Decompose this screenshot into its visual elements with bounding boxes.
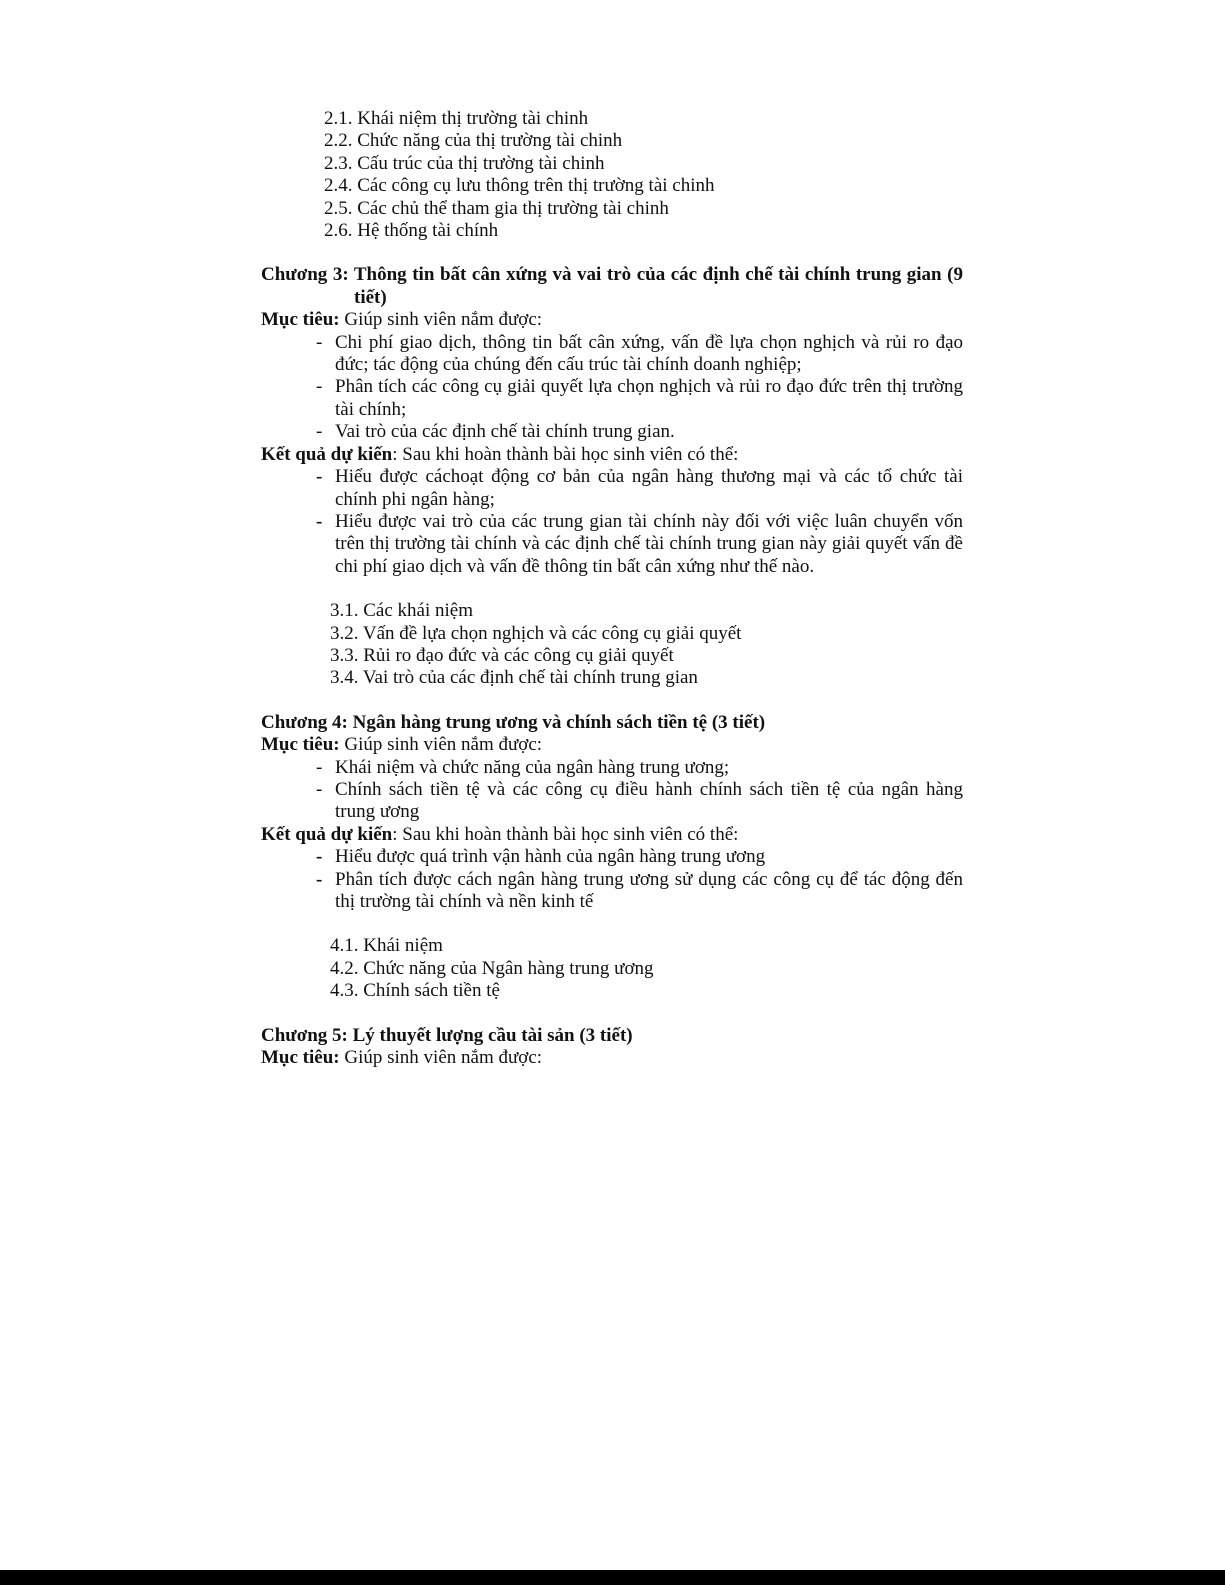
document-page [261, 108, 963, 1069]
outcomes-label: Kết quả dự kiến [261, 443, 393, 465]
outcome-item: - Phân tích được cách ngân hàng trung ương sử dụng các công cụ để tác động đến thị trường tài chính và nền kinh tế [335, 869, 963, 914]
outcomes-intro: : Sau khi hoàn thành bài học sinh viên có thể: [392, 823, 739, 845]
chapter3-title: Chương 3: Thông tin bất cân xứng và vai trò của các định chế tài chính trung gian (9 tiết) [261, 264, 963, 308]
chapter4-outline [330, 935, 963, 1002]
outline-item: 3.3. Rủi ro đạo đức và các công cụ giải quyết [330, 644, 674, 666]
chapter5-objectives-lead [261, 1047, 963, 1069]
chapter3-objectives-lead [261, 309, 963, 331]
outline-item: 2.1. Khái niệm thị trường tài chinh [324, 108, 589, 129]
outline-item: 2.6. Hệ thống tài chính [324, 220, 499, 242]
objectives-intro: Giúp sinh viên nắm được: [339, 1047, 543, 1069]
chapter2-outline [324, 108, 963, 242]
chapter4-objectives-lead [261, 734, 963, 756]
chapter3-outline [330, 600, 963, 690]
objectives-label: Mục tiêu: [261, 734, 340, 756]
objectives-label: Mục tiêu: [261, 309, 340, 331]
outline-item: 2.3. Cấu trúc của thị trường tài chinh [324, 152, 605, 174]
objective-item: - Vai trò của các định chế tài chính trung gian. [335, 421, 963, 443]
outline-item: 4.2. Chức năng của Ngân hàng trung ương [330, 957, 654, 979]
chapter3-outcomes [261, 466, 963, 578]
chapter3-objectives [261, 332, 963, 444]
page-bottom-border [0, 1570, 1225, 1585]
objective-item: - Chi phí giao dịch, thông tin bất cân xứng, vấn đề lựa chọn nghịch và rủi ro đạo đức; tác động của chúng đến cấu trúc tài chính doanh nghiệp; [335, 332, 963, 377]
objectives-intro: Giúp sinh viên nắm được: [339, 734, 543, 756]
objective-item: - Chính sách tiền tệ và các công cụ điều hành chính sách tiền tệ của ngân hàng trung ương [335, 779, 963, 824]
outline-item: 4.1. Khái niệm [330, 935, 443, 957]
objective-item: - Khái niệm và chức năng của ngân hàng trung ương; [335, 757, 963, 779]
outline-item: 4.3. Chính sách tiền tệ [330, 980, 500, 1002]
outcome-item: - Hiểu được quá trình vận hành của ngân hàng trung ương [335, 846, 963, 868]
outline-item: 3.4. Vai trò của các định chế tài chính trung gian [330, 667, 698, 689]
outcomes-intro: : Sau khi hoàn thành bài học sinh viên có thể: [392, 443, 739, 465]
chapter3-outcomes-lead [261, 444, 963, 466]
chapter5-title: Chương 5: Lý thuyết lượng cầu tài sản (3 tiết) [261, 1024, 633, 1046]
outcomes-label: Kết quả dự kiến [261, 823, 393, 845]
objectives-label: Mục tiêu: [261, 1047, 340, 1069]
outcome-item: - Hiểu được cáchoạt động cơ bản của ngân hàng thương mại và các tổ chức tài chính phi ngân hàng; [335, 466, 963, 511]
chapter4-outcomes [261, 846, 963, 913]
outline-item: 3.1. Các khái niệm [330, 600, 473, 622]
outcome-item: - Hiểu được vai trò của các trung gian tài chính này đối với việc luân chuyển vốn trên thị trường tài chính và các định chế tài chính trung gian này giải quyết vấn đề chi phí giao dịch và vấn đề thông tin bất cân xứng như thế nào. [335, 511, 963, 578]
objectives-intro: Giúp sinh viên nắm được: [339, 309, 543, 331]
outline-item: 2.2. Chức năng của thị trường tài chinh [324, 130, 623, 152]
chapter4-outcomes-lead [261, 824, 963, 846]
objective-item: - Phân tích các công cụ giải quyết lựa chọn nghịch và rủi ro đạo đức trên thị trường tài chính; [335, 376, 963, 421]
outline-item: 3.2. Vấn đề lựa chọn nghịch và các công cụ giải quyết [330, 622, 742, 644]
chapter4-title: Chương 4: Ngân hàng trung ương và chính sách tiền tệ (3 tiết) [261, 711, 766, 733]
outline-item: 2.5. Các chủ thể tham gia thị trường tài chinh [324, 197, 669, 219]
outline-item: 2.4. Các công cụ lưu thông trên thị trường tài chinh [324, 175, 715, 197]
chapter4-objectives [261, 757, 963, 824]
